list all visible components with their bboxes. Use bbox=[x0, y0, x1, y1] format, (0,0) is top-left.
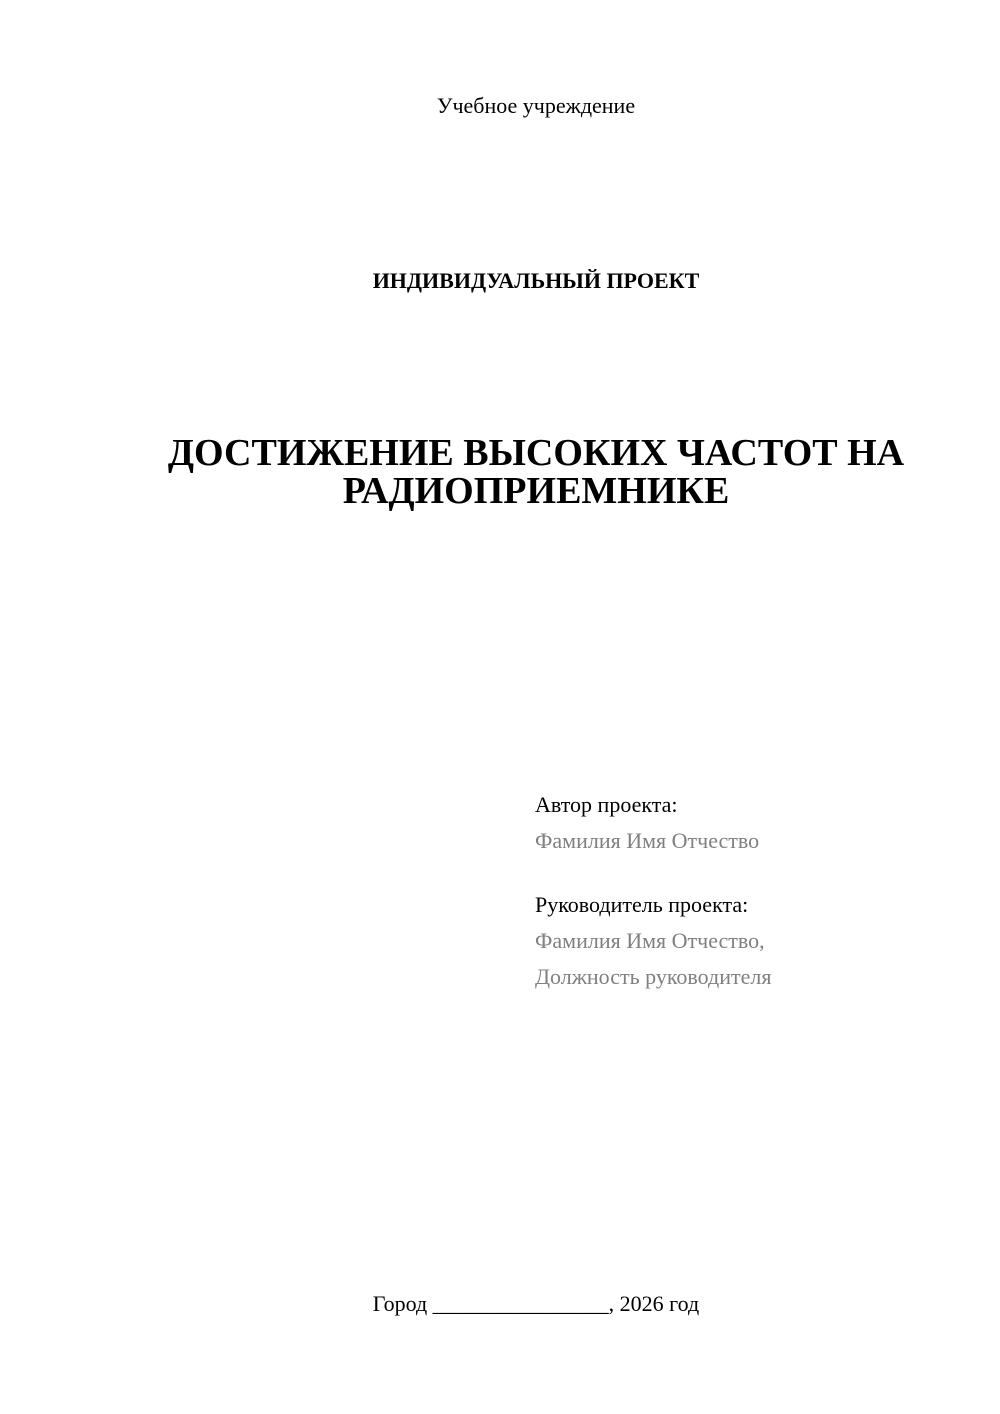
document-type-heading: ИНДИВИДУАЛЬНЫЙ ПРОЕКТ bbox=[372, 268, 700, 293]
project-title-line-2: РАДИОПРИЕМНИКЕ bbox=[342, 470, 730, 512]
spacer bbox=[535, 859, 975, 887]
institution-name: Учебное учреждение bbox=[436, 93, 636, 118]
city-year-footer: Город ________________, 2026 год bbox=[372, 1291, 700, 1316]
author-name: Фамилия Имя Отчество bbox=[535, 828, 760, 853]
project-title-line-1: ДОСТИЖЕНИЕ ВЫСОКИХ ЧАСТОТ НА bbox=[167, 432, 905, 474]
supervisor-position: Должность руководителя bbox=[535, 964, 772, 989]
supervisor-label: Руководитель проекта: bbox=[535, 892, 749, 917]
supervisor-name: Фамилия Имя Отчество, bbox=[535, 928, 765, 953]
author-label: Автор проекта: bbox=[535, 792, 678, 817]
project-info-block bbox=[535, 787, 975, 995]
project-title bbox=[72, 434, 1000, 510]
